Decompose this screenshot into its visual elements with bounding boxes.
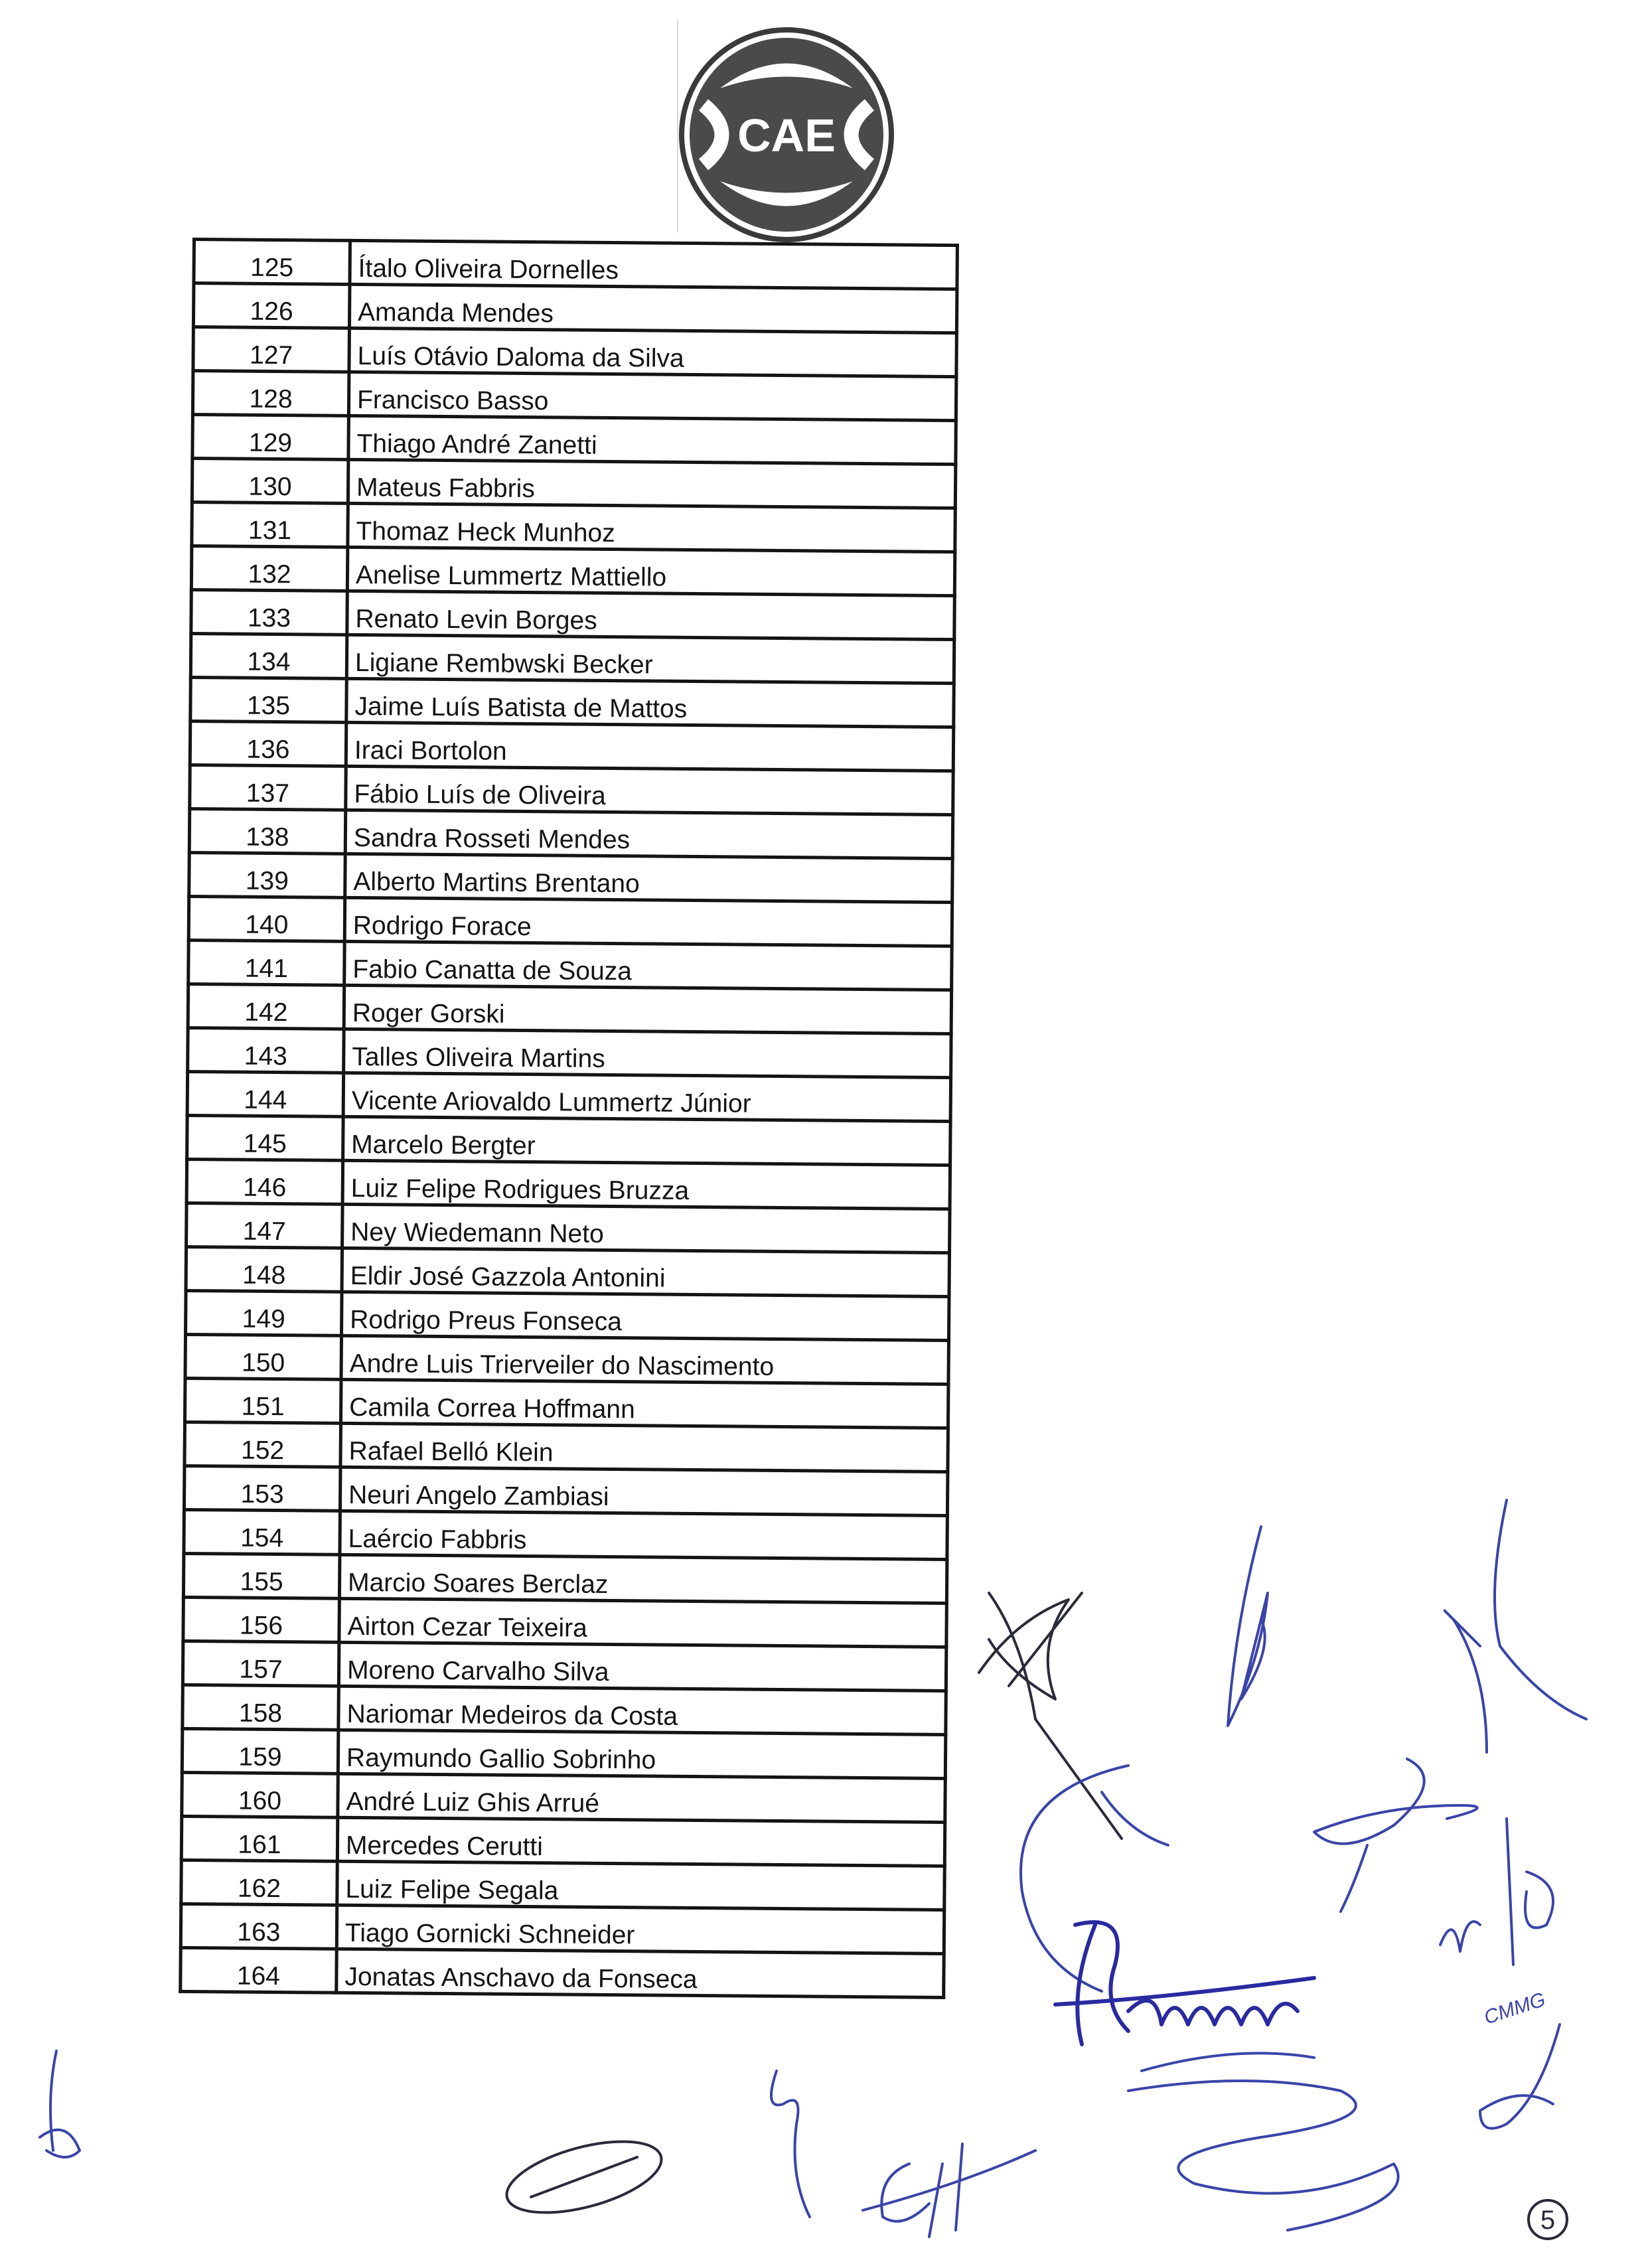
table-row [193, 327, 956, 377]
row-number: 150 [185, 1334, 342, 1379]
row-number: 132 [191, 546, 348, 591]
row-name: Ligiane Rembwski Becker [346, 635, 954, 683]
page-number: 5 [1540, 2206, 1556, 2235]
row-name: Jonatas Anschavo da Fonseca [337, 1949, 944, 1997]
table-row [187, 1159, 950, 1209]
row-number: 147 [187, 1203, 343, 1248]
row-number: 131 [192, 502, 348, 548]
table-row [193, 283, 956, 333]
row-number: 127 [193, 327, 350, 372]
row-number: 155 [183, 1553, 340, 1598]
row-number: 143 [188, 1027, 344, 1073]
row-name: Anelise Lummertz Mattiello [347, 547, 954, 595]
row-name: Eldir José Gazzola Antonini [342, 1248, 949, 1296]
table-row [187, 1071, 950, 1121]
row-name: Renato Levin Borges [347, 591, 954, 639]
signature-2 [1228, 1527, 1268, 1726]
row-number: 128 [192, 371, 349, 416]
table-row [185, 1378, 948, 1428]
row-name: Vicente Ariovaldo Lummertz Júnior [343, 1073, 950, 1121]
row-name: Mercedes Cerutti [337, 1817, 944, 1866]
signature-5 [1314, 1759, 1477, 1912]
row-number: 161 [181, 1816, 338, 1861]
row-name: Andre Luis Trierveiler do Nascimento [341, 1335, 948, 1384]
row-number: 164 [181, 1947, 337, 1993]
row-number: 141 [188, 940, 345, 985]
signature-1 [979, 1593, 1122, 1839]
row-number: 138 [189, 808, 346, 854]
table-row [181, 1860, 944, 1910]
table-row [190, 765, 953, 814]
row-name: Luiz Felipe Rodrigues Bruzza [342, 1160, 950, 1209]
row-name: Raymundo Gallio Sobrinho [338, 1730, 945, 1778]
row-name: Nariomar Medeiros da Costa [338, 1686, 946, 1734]
row-number: 156 [183, 1597, 340, 1642]
signature-6 [1440, 1819, 1553, 1965]
table-row [182, 1728, 945, 1778]
signature-7 [1055, 1922, 1314, 2044]
row-name: Neuri Angelo Zambiasi [340, 1467, 947, 1515]
attendance-table [179, 238, 959, 1999]
table-row [190, 677, 954, 727]
table-row [181, 1816, 944, 1866]
row-number: 133 [191, 590, 348, 635]
row-number: 135 [190, 677, 347, 722]
row-number: 125 [194, 240, 350, 285]
row-name: Airton Cezar Teixeira [339, 1598, 946, 1647]
row-name: Rafael Belló Klein [340, 1423, 948, 1472]
row-number: 157 [183, 1641, 339, 1686]
row-name: Talles Oliveira Martins [344, 1029, 951, 1077]
row-number: 126 [193, 283, 350, 329]
row-name: Iraci Bortolon [346, 722, 953, 771]
row-name: André Luiz Ghis Arrué [338, 1774, 945, 1822]
row-number: 139 [189, 852, 346, 897]
row-number: 146 [187, 1159, 343, 1204]
row-number: 148 [186, 1247, 342, 1292]
row-name: Jaime Luís Batista de Mattos [346, 678, 954, 727]
row-name: Sandra Rosseti Mendes [345, 810, 952, 858]
signature-4 [1021, 1766, 1168, 1991]
table-row [184, 1466, 947, 1515]
table-row [185, 1422, 948, 1472]
signature-9 [1480, 1989, 1560, 2129]
row-number: 136 [190, 721, 346, 766]
signature-3 [1445, 1500, 1586, 1752]
table-row [187, 1203, 950, 1252]
signature-12 [771, 2071, 810, 2217]
table-row [183, 1597, 946, 1647]
page-number-mark [1525, 2197, 1570, 2242]
table-row [191, 546, 954, 596]
row-name: Fabio Canatta de Souza [344, 941, 952, 990]
table-row [186, 1247, 949, 1296]
signature-13 [863, 2144, 1035, 2237]
row-name: Thomaz Heck Munhoz [348, 503, 955, 552]
table-row [188, 1027, 951, 1077]
row-name: Ítalo Oliveira Dornelles [350, 240, 957, 289]
row-number: 152 [185, 1422, 341, 1467]
row-number: 144 [187, 1071, 344, 1116]
row-number: 145 [187, 1115, 344, 1160]
signature-11 [499, 2127, 668, 2226]
row-number: 158 [183, 1685, 339, 1730]
table-row [184, 1509, 947, 1559]
table-row [192, 415, 956, 465]
table-row [188, 984, 951, 1033]
table-row [183, 1553, 946, 1603]
row-number: 137 [190, 765, 346, 810]
row-number: 130 [192, 459, 348, 504]
row-name: Luís Otávio Daloma da Silva [349, 328, 956, 376]
row-number: 134 [190, 634, 347, 679]
row-name: Ney Wiedemann Neto [342, 1204, 950, 1252]
table-row [189, 808, 952, 858]
row-name: Tiago Gornicki Schneider [337, 1905, 944, 1953]
row-number: 162 [181, 1860, 338, 1905]
row-name: Fábio Luís de Oliveira [346, 766, 953, 814]
table-row [191, 590, 954, 640]
row-number: 129 [192, 415, 349, 460]
row-name: Moreno Carvalho Silva [338, 1642, 946, 1691]
row-name: Mateus Fabbris [348, 459, 955, 508]
table-row [187, 1115, 950, 1165]
table-row [186, 1290, 949, 1340]
row-name: Thiago André Zanetti [348, 416, 956, 464]
table-row [190, 634, 954, 684]
row-number: 142 [188, 984, 344, 1029]
cae-logo [677, 25, 896, 244]
table-row [188, 940, 952, 990]
row-number: 154 [184, 1509, 340, 1554]
row-name: Luiz Felipe Segala [337, 1861, 944, 1910]
row-name: Laércio Fabbris [340, 1511, 947, 1559]
row-number: 151 [185, 1378, 341, 1423]
row-number: 153 [184, 1466, 340, 1511]
table-row [185, 1334, 948, 1384]
row-name: Roger Gorski [344, 985, 951, 1033]
table-row [183, 1685, 946, 1734]
row-number: 140 [188, 896, 345, 941]
row-name: Alberto Martins Brentano [345, 854, 952, 902]
table-row [192, 459, 955, 508]
row-name: Marcelo Bergter [343, 1116, 950, 1165]
logo-text: CAE [737, 110, 836, 161]
table-row [188, 896, 952, 946]
row-name: Rodrigo Preus Fonseca [342, 1292, 949, 1340]
signature-8 [1128, 2053, 1398, 2230]
table-row [192, 502, 955, 552]
row-name: Marcio Soares Berclaz [339, 1554, 946, 1603]
table-row [181, 1904, 944, 1953]
row-name: Francisco Basso [348, 372, 956, 420]
signature-10 [40, 2051, 80, 2157]
table-row [182, 1772, 945, 1822]
row-number: 160 [182, 1772, 338, 1817]
table-row [181, 1947, 944, 1997]
table-row [190, 721, 953, 771]
table-row [194, 240, 957, 289]
row-number: 163 [181, 1904, 337, 1949]
row-name: Rodrigo Forace [344, 897, 952, 946]
initials-text: CMMG [1481, 1988, 1548, 2029]
row-number: 149 [186, 1290, 342, 1335]
row-name: Camila Correa Hoffmann [340, 1379, 948, 1428]
row-number: 159 [182, 1728, 338, 1774]
table-row [189, 852, 952, 902]
table-row [192, 371, 956, 421]
row-name: Amanda Mendes [349, 284, 956, 333]
table-row [183, 1641, 946, 1691]
